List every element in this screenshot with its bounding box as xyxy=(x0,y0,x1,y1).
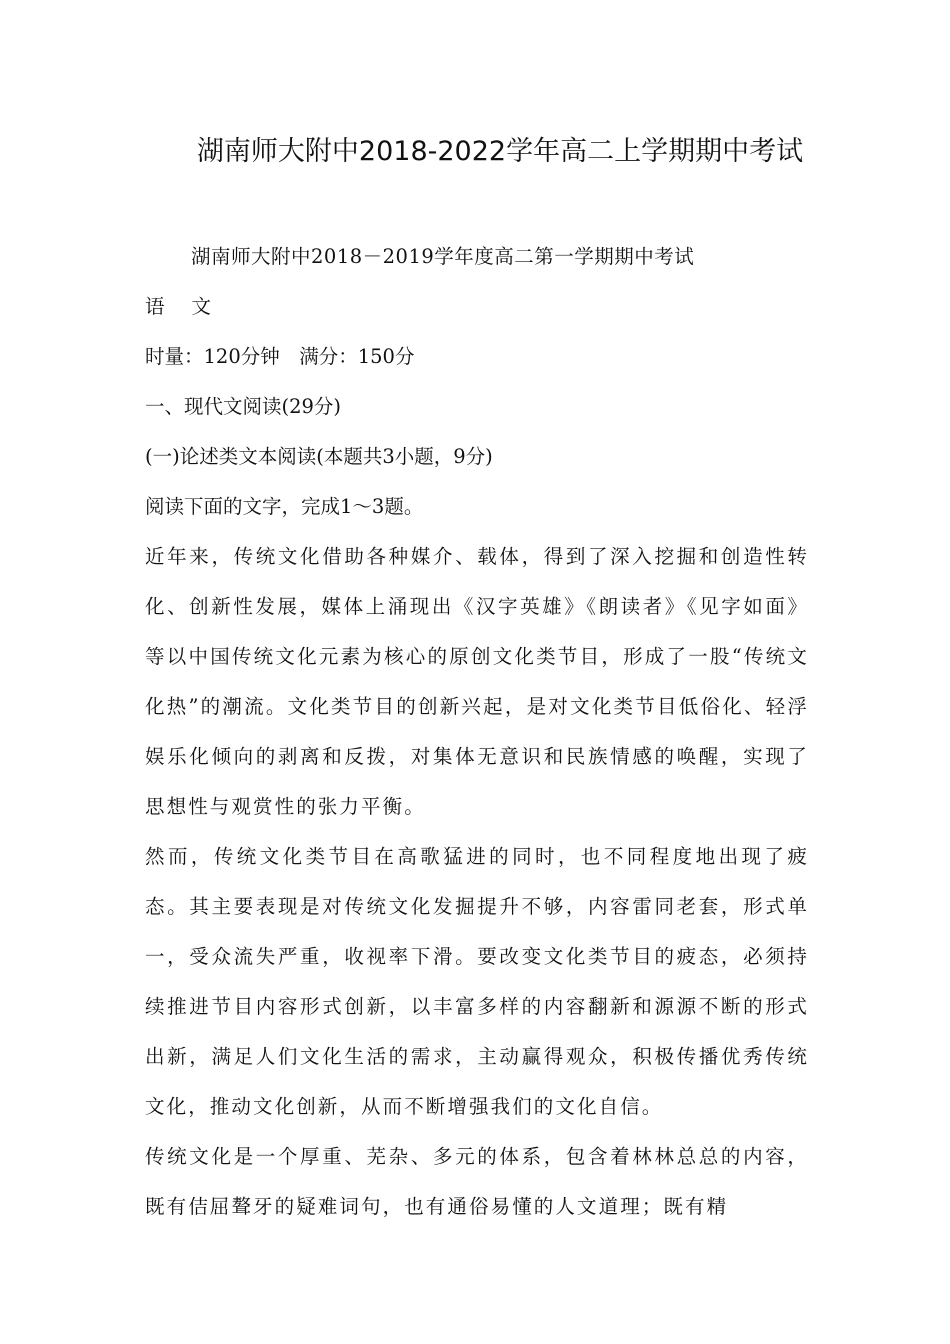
subsection-heading: (一)论述类文本阅读(本题共3小题，9分) xyxy=(145,445,493,468)
document-title: 湖南师大附中2018-2022学年高二上学期期中考试 xyxy=(196,136,804,167)
time-and-score: 时量：120分钟 满分：150分 xyxy=(145,345,415,368)
paragraph-1: 近年来，传统文化借助各种媒介、载体，得到了深入挖掘和创造性转化、创新性发展，媒体上涌现出《汉字英雄》《朗读者》《见字如面》等以中国传统文化元素为核心的原创文化类节目，形成了一股“传统文化热”的潮流。文化类节目的创新兴起，是对文化类节目低俗化、轻浮娱乐化倾向的剥离和反拨，对集体无意识和民族情感的唤醒，实现了思想性与观赏性的张力平衡。 xyxy=(145,545,809,818)
paragraph-2: 然而，传统文化类节目在高歌猛进的同时，也不同程度地出现了疲态。其主要表现是对传统文化发掘提升不够，内容雷同老套，形式单一，受众流失严重，收视率下滑。要改变文化类节目的疲态，必须持续推进节目内容形式创新，以丰富多样的内容翻新和源源不断的形式出新，满足人们文化生活的需求，主动赢得观众，积极传播优秀传统文化，推动文化创新，从而不断增强我们的文化自信。 xyxy=(145,845,809,1118)
section-heading: 一、现代文阅读(29分) xyxy=(145,395,342,418)
reading-instruction: 阅读下面的文字，完成1～3题。 xyxy=(145,495,424,518)
exam-name: 湖南师大附中2018－2019学年度高二第一学期期中考试 xyxy=(191,245,695,268)
paragraph-3: 传统文化是一个厚重、芜杂、多元的体系，包含着林林总总的内容，既有佶屈聱牙的疑难词句，也有通俗易懂的人文道理；既有精 xyxy=(145,1145,809,1218)
document-body xyxy=(145,232,809,1232)
subject-label: 语文 xyxy=(145,295,239,318)
